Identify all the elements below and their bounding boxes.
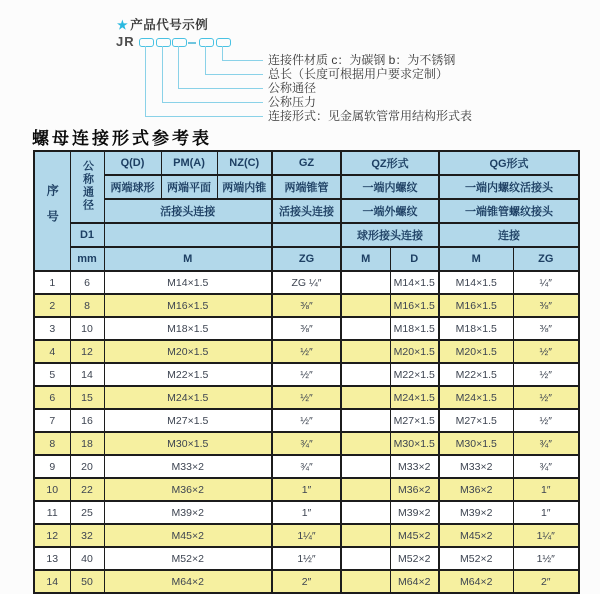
cell-qg_m: M36×2 xyxy=(439,478,513,501)
cell-seq: 9 xyxy=(34,455,70,478)
cell-qg_zg: 1¼″ xyxy=(513,524,579,547)
header-row-5 xyxy=(34,247,579,271)
cell-qg_zg: ⅜″ xyxy=(513,317,579,340)
cell-seq: 5 xyxy=(34,363,70,386)
cell-dn: 16 xyxy=(70,409,104,432)
cell-gz: ½″ xyxy=(272,363,341,386)
cell-qz_d: M22×1.5 xyxy=(390,363,439,386)
cell-qz_m xyxy=(341,455,390,478)
cell-qg_m: M20×1.5 xyxy=(439,340,513,363)
code-box-3 xyxy=(172,38,187,47)
cell-qg_m: M14×1.5 xyxy=(439,271,513,294)
header-pm-desc: 两端平面 xyxy=(161,175,217,199)
cell-qz_m xyxy=(341,271,390,294)
cell-qg_zg: ½″ xyxy=(513,409,579,432)
cell-m: M14×1.5 xyxy=(104,271,272,294)
connector-line xyxy=(145,116,263,117)
cell-seq: 13 xyxy=(34,547,70,570)
cell-qg_m: M52×2 xyxy=(439,547,513,570)
star-icon: ★ xyxy=(117,18,129,32)
col-header-seq-text: 序号 xyxy=(45,183,60,236)
table-row xyxy=(34,478,579,501)
cell-qg_m: M16×1.5 xyxy=(439,294,513,317)
col-header-seq xyxy=(34,151,70,271)
cell-seq: 2 xyxy=(34,294,70,317)
cell-qz_d: M39×2 xyxy=(390,501,439,524)
col-header-nz: NZ(C) xyxy=(217,151,272,175)
header-qd-desc: 两端球形 xyxy=(104,175,161,199)
table-row xyxy=(34,363,579,386)
table-row xyxy=(34,340,579,363)
table-row xyxy=(34,501,579,524)
cell-dn: 20 xyxy=(70,455,104,478)
cell-qz_d: M33×2 xyxy=(390,455,439,478)
cell-gz: ZG ¼″ xyxy=(272,271,341,294)
header-gz-connection: 活接头连接 xyxy=(272,199,341,223)
cell-qz_d: M30×1.5 xyxy=(390,432,439,455)
cell-qz_d: M36×2 xyxy=(390,478,439,501)
cell-qz_d: M52×2 xyxy=(390,547,439,570)
header-d1: D1 xyxy=(70,223,104,247)
cell-qg_zg: ½″ xyxy=(513,363,579,386)
table-row xyxy=(34,432,579,455)
cell-gz: ⅜″ xyxy=(272,317,341,340)
connector-line xyxy=(222,60,263,61)
cell-qg_zg: ⅜″ xyxy=(513,294,579,317)
cell-seq: 10 xyxy=(34,478,70,501)
cell-qg_zg: ½″ xyxy=(513,340,579,363)
table-header xyxy=(34,151,579,271)
header-qz-d: D xyxy=(390,247,439,271)
cell-qz_d: M24×1.5 xyxy=(390,386,439,409)
cell-seq: 14 xyxy=(34,570,70,593)
connector-line xyxy=(205,46,206,74)
table-row xyxy=(34,524,579,547)
cell-qg_m: M18×1.5 xyxy=(439,317,513,340)
table-row xyxy=(34,386,579,409)
cell-qz_m xyxy=(341,432,390,455)
connector-line xyxy=(222,46,223,60)
table-row xyxy=(34,294,579,317)
code-dash xyxy=(188,42,196,44)
label-total-length: 总长（长度可根据用户要求定制） xyxy=(268,67,449,81)
cell-seq: 4 xyxy=(34,340,70,363)
cell-qg_zg: 2″ xyxy=(513,570,579,593)
header-blank-gz xyxy=(272,223,341,247)
connector-line xyxy=(205,74,263,75)
header-row-3 xyxy=(34,199,579,223)
cell-qz_d: M45×2 xyxy=(390,524,439,547)
cell-seq: 3 xyxy=(34,317,70,340)
header-qz-desc: 一端内螺纹 xyxy=(341,175,439,199)
cell-m: M45×2 xyxy=(104,524,272,547)
col-header-qz: QZ形式 xyxy=(341,151,439,175)
cell-qz_d: M18×1.5 xyxy=(390,317,439,340)
cell-dn: 10 xyxy=(70,317,104,340)
header-blank-qpn xyxy=(104,223,272,247)
cell-seq: 7 xyxy=(34,409,70,432)
cell-qg_zg: ¾″ xyxy=(513,432,579,455)
header-qg-zg: ZG xyxy=(513,247,579,271)
header-qz-m: M xyxy=(341,247,390,271)
cell-qg_m: M30×1.5 xyxy=(439,432,513,455)
table-row xyxy=(34,570,579,593)
cell-qg_m: M33×2 xyxy=(439,455,513,478)
table-row xyxy=(34,271,579,294)
header-row-1 xyxy=(34,151,579,175)
cell-gz: 1¼″ xyxy=(272,524,341,547)
cell-qz_m xyxy=(341,294,390,317)
cell-m: M24×1.5 xyxy=(104,386,272,409)
cell-qz_m xyxy=(341,478,390,501)
cell-dn: 40 xyxy=(70,547,104,570)
header-qz-ball-joint: 球形接头连接 xyxy=(341,223,439,247)
header-qg-m: M xyxy=(439,247,513,271)
cell-dn: 22 xyxy=(70,478,104,501)
cell-gz: ¾″ xyxy=(272,432,341,455)
header-nz-desc: 两端内锥 xyxy=(217,175,272,199)
header-qz-external-thread: 一端外螺纹 xyxy=(341,199,439,223)
table-row xyxy=(34,409,579,432)
cell-qz_d: M16×1.5 xyxy=(390,294,439,317)
col-header-qd: Q(D) xyxy=(104,151,161,175)
cell-qz_d: M20×1.5 xyxy=(390,340,439,363)
code-box-2 xyxy=(156,38,171,47)
connector-line xyxy=(162,102,263,103)
cell-m: M33×2 xyxy=(104,455,272,478)
header-qg-connection: 连接 xyxy=(439,223,579,247)
cell-qz_m xyxy=(341,386,390,409)
col-header-dn-text: 公称通径 xyxy=(81,159,94,212)
cell-gz: ½″ xyxy=(272,386,341,409)
cell-dn: 8 xyxy=(70,294,104,317)
cell-qz_m xyxy=(341,501,390,524)
nut-connection-reference-table xyxy=(33,150,580,594)
label-connection-form: 连接形式：见金属软管常用结构形式表 xyxy=(268,109,473,123)
col-header-gz: GZ xyxy=(272,151,341,175)
header-m-span: M xyxy=(104,247,272,271)
cell-qz_m xyxy=(341,409,390,432)
cell-qg_m: M45×2 xyxy=(439,524,513,547)
cell-qg_zg: ¾″ xyxy=(513,455,579,478)
cell-dn: 15 xyxy=(70,386,104,409)
cell-m: M52×2 xyxy=(104,547,272,570)
cell-gz: ⅜″ xyxy=(272,294,341,317)
header-gz-desc: 两端锥管 xyxy=(272,175,341,199)
code-box-5 xyxy=(216,38,231,47)
cell-qz_m xyxy=(341,340,390,363)
diagram-heading xyxy=(117,15,208,33)
diagram-heading-text: 产品代号示例 xyxy=(130,18,209,32)
cell-qz_m xyxy=(341,570,390,593)
cell-qg_zg: ½″ xyxy=(513,386,579,409)
cell-qg_zg: 1″ xyxy=(513,501,579,524)
cell-m: M64×2 xyxy=(104,570,272,593)
cell-m: M27×1.5 xyxy=(104,409,272,432)
cell-qg_zg: 1″ xyxy=(513,478,579,501)
cell-gz: ¾″ xyxy=(272,455,341,478)
cell-gz: 1″ xyxy=(272,478,341,501)
cell-m: M20×1.5 xyxy=(104,340,272,363)
cell-dn: 6 xyxy=(70,271,104,294)
cell-seq: 12 xyxy=(34,524,70,547)
cell-m: M22×1.5 xyxy=(104,363,272,386)
cell-qz_m xyxy=(341,524,390,547)
table-title: 螺母连接形式参考表 xyxy=(32,129,212,149)
header-row-2 xyxy=(34,175,579,199)
cell-qg_m: M27×1.5 xyxy=(439,409,513,432)
connector-line xyxy=(145,46,146,116)
cell-dn: 18 xyxy=(70,432,104,455)
cell-qg_m: M22×1.5 xyxy=(439,363,513,386)
cell-qg_zg: ¼″ xyxy=(513,271,579,294)
cell-qz_d: M64×2 xyxy=(390,570,439,593)
label-nominal-pressure: 公称压力 xyxy=(268,95,317,109)
cell-m: M36×2 xyxy=(104,478,272,501)
code-box-1 xyxy=(139,38,154,47)
header-row-4 xyxy=(34,223,579,247)
cell-seq: 11 xyxy=(34,501,70,524)
header-qg-desc: 一端内螺纹活接头 xyxy=(439,175,579,199)
cell-qg_m: M24×1.5 xyxy=(439,386,513,409)
cell-seq: 8 xyxy=(34,432,70,455)
connector-line xyxy=(178,46,179,88)
cell-seq: 1 xyxy=(34,271,70,294)
cell-qg_m: M39×2 xyxy=(439,501,513,524)
label-material: 连接件材质 c：为碳钢 b：为不锈钢 xyxy=(268,53,456,67)
col-header-dn xyxy=(70,151,104,223)
code-box-4 xyxy=(199,38,214,47)
connector-line xyxy=(162,46,163,102)
cell-gz: 2″ xyxy=(272,570,341,593)
cell-qg_zg: 1½″ xyxy=(513,547,579,570)
cell-dn: 14 xyxy=(70,363,104,386)
table-row xyxy=(34,455,579,478)
cell-gz: 1½″ xyxy=(272,547,341,570)
col-header-qg: QG形式 xyxy=(439,151,579,175)
cell-qz_d: M27×1.5 xyxy=(390,409,439,432)
col-header-pm: PM(A) xyxy=(161,151,217,175)
cell-gz: ½″ xyxy=(272,409,341,432)
cell-qz_m xyxy=(341,363,390,386)
cell-m: M16×1.5 xyxy=(104,294,272,317)
cell-gz: 1″ xyxy=(272,501,341,524)
cell-qg_m: M64×2 xyxy=(439,570,513,593)
table-row xyxy=(34,317,579,340)
cell-m: M39×2 xyxy=(104,501,272,524)
header-mm: mm xyxy=(70,247,104,271)
label-nominal-diameter: 公称通径 xyxy=(268,81,317,95)
cell-qz_m xyxy=(341,317,390,340)
cell-dn: 25 xyxy=(70,501,104,524)
cell-seq: 6 xyxy=(34,386,70,409)
cell-m: M18×1.5 xyxy=(104,317,272,340)
cell-gz: ½″ xyxy=(272,340,341,363)
cell-qz_d: M14×1.5 xyxy=(390,271,439,294)
cell-dn: 32 xyxy=(70,524,104,547)
cell-dn: 50 xyxy=(70,570,104,593)
header-gz-zg: ZG xyxy=(272,247,341,271)
header-qg-taper-thread: 一端锥管螺纹接头 xyxy=(439,199,579,223)
cell-dn: 12 xyxy=(70,340,104,363)
connector-line xyxy=(178,88,263,89)
cell-m: M30×1.5 xyxy=(104,432,272,455)
table-body xyxy=(34,271,579,593)
code-prefix: JR xyxy=(116,34,135,49)
header-union-connection: 活接头连接 xyxy=(104,199,272,223)
